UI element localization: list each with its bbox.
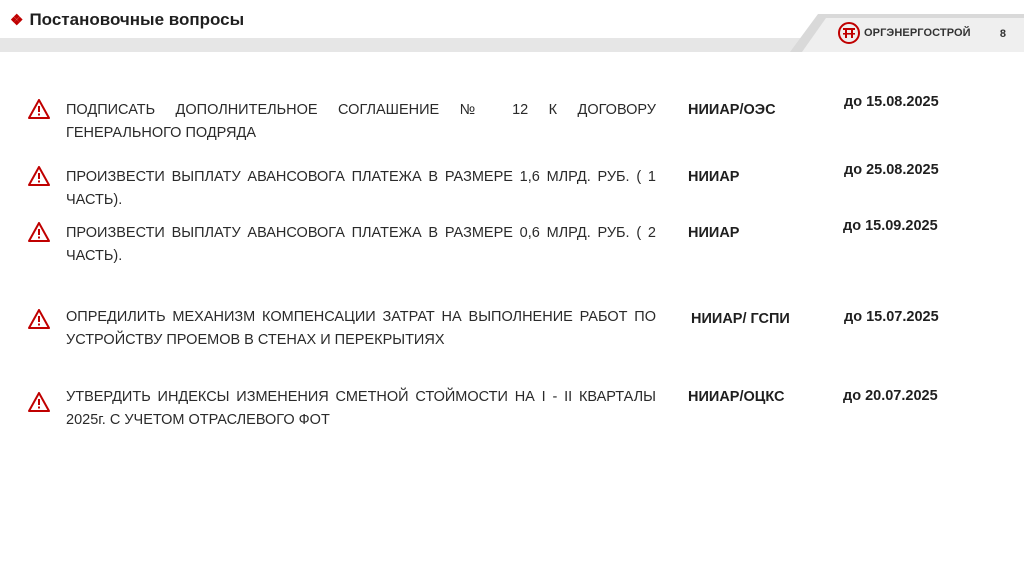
task-responsible: НИИАР/ ГСПИ [691, 311, 790, 327]
task-row [28, 386, 998, 426]
logo-text: ОРГЭНЕРГОСТРОЙ [864, 27, 971, 39]
task-responsible: НИИАР/ОЭС [688, 102, 776, 118]
task-deadline: до 25.08.2025 [844, 162, 939, 178]
task-row [28, 218, 998, 264]
warning-icon [28, 222, 50, 242]
task-deadline: до 15.07.2025 [844, 309, 939, 325]
task-deadline: до 15.08.2025 [844, 94, 939, 110]
page-number: 8 [999, 28, 1006, 40]
logo-emblem-icon [838, 22, 860, 44]
warning-icon [28, 309, 50, 329]
task-responsible: НИИАР [688, 169, 740, 185]
task-row [28, 94, 998, 141]
task-text: ОПРЕДИЛИТЬ МЕХАНИЗМ КОМПЕНСАЦИИ ЗАТРАТ НА ВЫПОЛНЕНИЕ РАБОТ ПО УСТРОЙСТВУ ПРОЕМОВ В СТЕНАХ И ПЕРЕКРЫТИЯХ [66, 309, 656, 348]
task-deadline: до 15.09.2025 [843, 218, 938, 234]
task-row [28, 162, 998, 208]
task-text: УТВЕРДИТЬ ИНДЕКСЫ ИЗМЕНЕНИЯ СМЕТНОЙ СТОЙМОСТИ НА I - II КВАРТАЛЫ 2025г. С УЧЕТОМ ОТРАСЛЕВОГО ФОТ [66, 389, 656, 428]
task-text: ПРОИЗВЕСТИ ВЫПЛАТУ АВАНСОВОГА ПЛАТЕЖА В РАЗМЕРЕ 1,6 МЛРД. РУБ. ( 1 ЧАСТЬ). [66, 169, 656, 208]
task-row [28, 306, 998, 346]
task-responsible: НИИАР/ОЦКС [688, 389, 785, 405]
warning-icon [28, 99, 50, 119]
page-title [10, 10, 244, 30]
diamond-bullet-icon: ❖ [10, 12, 24, 29]
task-text: ПРОИЗВЕСТИ ВЫПЛАТУ АВАНСОВОГА ПЛАТЕЖА В РАЗМЕРЕ 0,6 МЛРД. РУБ. ( 2 ЧАСТЬ). [66, 225, 656, 264]
task-text: ПОДПИСАТЬ ДОПОЛНИТЕЛЬНОЕ СОГЛАШЕНИЕ № 12 К ДОГОВОРУ ГЕНЕРАЛЬНОГО ПОДРЯДА [66, 102, 656, 141]
warning-icon [28, 166, 50, 186]
page-title-text: Постановочные вопросы [29, 10, 245, 29]
task-deadline: до 20.07.2025 [843, 388, 938, 404]
task-responsible: НИИАР [688, 225, 740, 241]
warning-icon [28, 392, 50, 412]
company-logo [838, 22, 971, 44]
